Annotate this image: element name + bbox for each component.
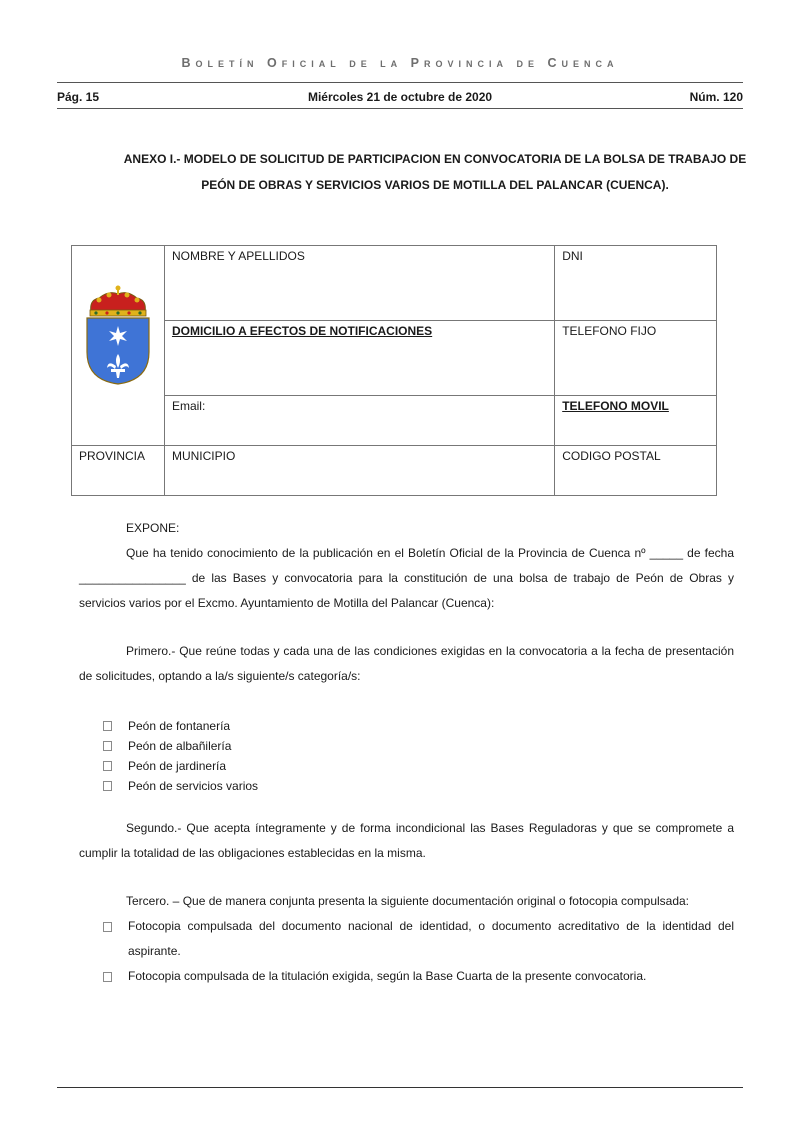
checkbox-icon[interactable] xyxy=(103,741,112,751)
category-label: Peón de servicios varios xyxy=(128,778,259,793)
checkbox-icon[interactable] xyxy=(103,721,112,731)
dni-field[interactable] xyxy=(555,246,717,321)
page-info-bar xyxy=(57,88,743,106)
dni-label: DNI xyxy=(562,249,583,263)
annex-title xyxy=(110,146,760,198)
issue-date: Miércoles 21 de octubre de 2020 xyxy=(307,90,493,104)
annex-title-line-1: ANEXO I.- MODELO DE SOLICITUD DE PARTICIPACION EN CONVOCATORIA DE LA BOLSA DE TRABAJO DE xyxy=(123,152,747,166)
expone-heading: EXPONE: xyxy=(126,521,180,535)
category-label: Peón de albañilería xyxy=(128,738,232,753)
email-field[interactable] xyxy=(164,396,554,446)
document-item xyxy=(79,964,734,989)
telefono-fijo-label: TELEFONO FIJO xyxy=(562,324,657,338)
municipio-field[interactable] xyxy=(164,446,554,496)
page-number: Pág. 15 xyxy=(57,90,100,104)
checkbox-icon[interactable] xyxy=(103,761,112,771)
category-checklist xyxy=(79,716,734,796)
nombre-label: NOMBRE Y APELLIDOS xyxy=(171,249,305,263)
document-item xyxy=(79,914,734,964)
bulletin-masthead: Boletín Oficial de la Provincia de Cuenca xyxy=(181,56,619,70)
category-label: Peón de fontanería xyxy=(128,718,231,733)
issue-number: Núm. 120 xyxy=(689,90,743,104)
document-label: Fotocopia compulsada de la titulación exigida, según la Base Cuarta de la presente convocatoria. xyxy=(128,969,647,983)
telefono-movil-field[interactable] xyxy=(555,396,717,446)
header-bottom-rule xyxy=(57,108,743,109)
category-label: Peón de jardinería xyxy=(128,758,227,773)
codigo-postal-field[interactable] xyxy=(555,446,717,496)
telefono-movil-label: TELEFONO MOVIL xyxy=(562,399,669,413)
provincia-label: PROVINCIA xyxy=(79,449,146,463)
domicilio-field[interactable] xyxy=(164,321,554,396)
header-top-rule xyxy=(57,82,743,83)
coat-of-arms-icon xyxy=(79,282,157,386)
tercero-paragraph: Tercero. – Que de manera conjunta presenta la siguiente documentación original o fotocopia compulsada: xyxy=(126,894,690,908)
provincia-field[interactable] xyxy=(72,446,165,496)
municipio-label: MUNICIPIO xyxy=(171,449,236,463)
codigo-postal-label: CODIGO POSTAL xyxy=(562,449,661,463)
checkbox-icon[interactable] xyxy=(103,972,112,982)
primero-paragraph: Primero.- Que reúne todas y cada una de las condiciones exigidas en la convocatoria a la fecha de presentación de solicitudes, optando a la/s siguiente/s categoría/s: xyxy=(79,644,734,683)
email-label: Email: xyxy=(171,399,206,413)
segundo-paragraph: Segundo.- Que acepta íntegramente y de forma incondicional las Bases Reguladoras y que se compromete a cumplir la totalidad de las obligaciones establecidas en la misma. xyxy=(79,821,734,860)
document-label: Fotocopia compulsada del documento nacional de identidad, o documento acreditativo de la identidad del aspirante. xyxy=(128,919,734,958)
category-option[interactable] xyxy=(79,776,734,796)
footer-rule xyxy=(57,1087,743,1088)
coat-of-arms-cell xyxy=(72,246,165,446)
nombre-field[interactable] xyxy=(164,246,554,321)
expone-section xyxy=(79,516,734,616)
annex-title-line-2: PEÓN DE OBRAS Y SERVICIOS VARIOS DE MOTILLA DEL PALANCAR (CUENCA). xyxy=(201,178,669,192)
tercero-section xyxy=(79,889,734,989)
domicilio-label: DOMICILIO A EFECTOS DE NOTIFICACIONES xyxy=(171,324,433,338)
expone-paragraph: Que ha tenido conocimiento de la publicación en el Boletín Oficial de la Provincia de Cuenca nº _____ de fecha ________________ de las Bases y convocatoria para la constitución de una bolsa de trabajo de Peón de Obras y servicios varios por el Excmo. Ayuntamiento de Motilla del Palancar (Cuenca): xyxy=(79,546,734,610)
telefono-fijo-field[interactable] xyxy=(555,321,717,396)
applicant-data-form xyxy=(71,245,717,496)
checkbox-icon[interactable] xyxy=(103,781,112,791)
checkbox-icon[interactable] xyxy=(103,922,112,932)
